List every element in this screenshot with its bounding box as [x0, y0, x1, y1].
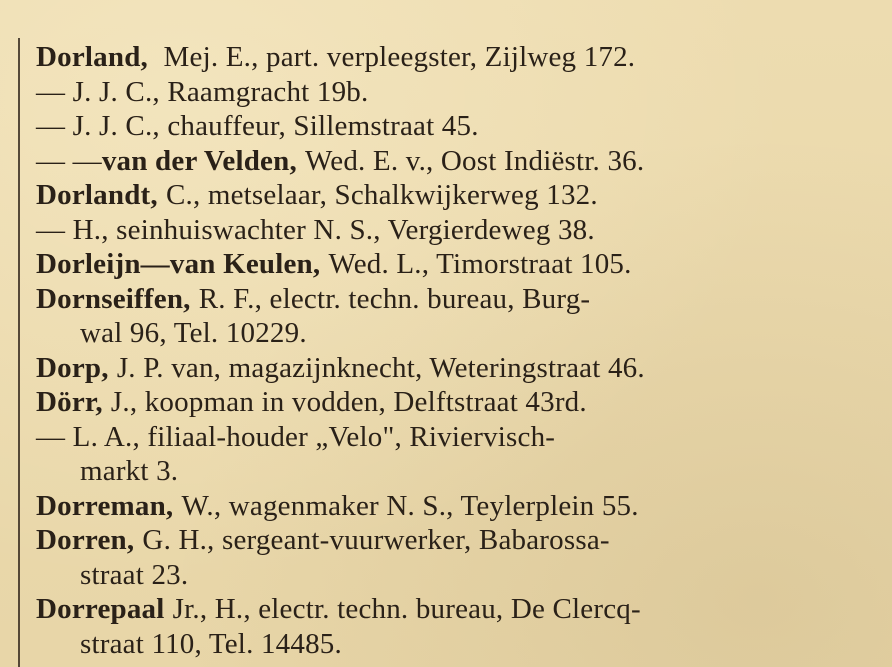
surname: van der Velden,	[101, 144, 297, 177]
entry-details: Jr., H., electr. techn. bureau, De Clercq-	[172, 593, 641, 625]
entry-details: Mej. E., part. verpleegster, Zijlweg 172.	[163, 41, 636, 73]
entry-details: C., metselaar, Schalkwijkerweg 132.	[165, 179, 598, 211]
directory-entry-line	[36, 144, 848, 179]
surname: Dornseiffen,	[36, 282, 191, 315]
column-rule	[18, 38, 20, 667]
directory-column	[36, 40, 848, 661]
directory-entry-line	[36, 592, 848, 627]
entry-details: G. H., sergeant-vuurwerker, Babarossa-	[142, 524, 610, 556]
directory-entry-line	[36, 40, 848, 75]
directory-entry-line	[36, 282, 848, 317]
surname: Dorrepaal	[36, 593, 165, 625]
entry-details: W., wagenmaker N. S., Teylerplein 55.	[181, 489, 639, 522]
entry-details: — J. J. C., Raamgracht 19b.	[36, 75, 369, 108]
directory-entry-line	[36, 178, 848, 213]
entry-details: markt 3.	[80, 455, 179, 487]
surname: Dorleijn—van Keulen,	[36, 248, 321, 280]
surname: Dorren,	[36, 524, 135, 556]
entry-details: J. P. van, magazijnknecht, Weteringstraat 46.	[116, 351, 645, 384]
directory-entry-line	[36, 109, 848, 144]
directory-entry-line	[36, 351, 848, 386]
surname: Dorp,	[36, 351, 109, 384]
entry-details: Wed. E. v., Oost Indiëstr. 36.	[305, 144, 645, 177]
entry-details: R. F., electr. techn. bureau, Burg-	[198, 282, 591, 315]
entry-details: — J. J. C., chauffeur, Sillemstraat 45.	[36, 110, 479, 142]
directory-entry-continuation	[36, 627, 848, 662]
surname: Dörr,	[36, 386, 103, 418]
dash-prefix: — —	[36, 144, 102, 177]
directory-entry-continuation	[36, 316, 848, 351]
directory-entry-line	[36, 489, 848, 524]
directory-entry-continuation	[36, 454, 848, 489]
entry-details: straat 110, Tel. 14485.	[80, 627, 342, 660]
directory-entry-line	[36, 420, 848, 455]
directory-entry-line	[36, 523, 848, 558]
surname: Dorlandt,	[36, 179, 158, 211]
entry-details: straat 23.	[80, 558, 189, 591]
entry-details: wal 96, Tel. 10229.	[80, 317, 307, 349]
directory-entry-line	[36, 75, 848, 110]
entry-details: Wed. L., Timorstraat 105.	[328, 248, 632, 280]
directory-entry-line	[36, 213, 848, 248]
directory-entry-line	[36, 247, 848, 282]
entry-details: J., koopman in vodden, Delftstraat 43rd.	[110, 386, 587, 418]
surname: Dorland,	[36, 41, 148, 73]
entry-details: — H., seinhuiswachter N. S., Vergierdeweg 38.	[36, 213, 595, 246]
directory-entry-line	[36, 385, 848, 420]
entry-details: — L. A., filiaal-houder „Velo", Riviervisch-	[36, 420, 556, 453]
directory-entry-continuation	[36, 558, 848, 593]
surname: Dorreman,	[36, 489, 174, 522]
